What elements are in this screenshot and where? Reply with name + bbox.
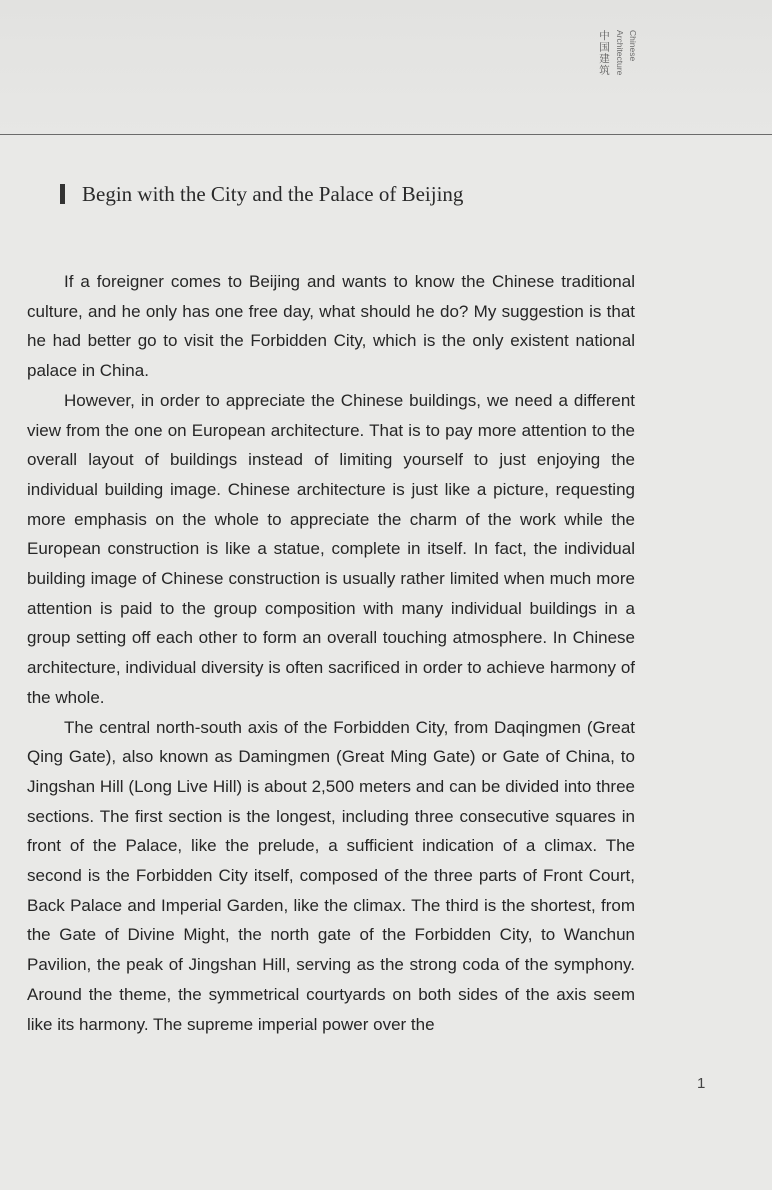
running-head-english-line2: Architecture: [615, 30, 625, 76]
running-head-chinese: 中国建筑: [598, 30, 610, 76]
section-title: Begin with the City and the Palace of Beijing: [82, 181, 464, 206]
section-heading: [60, 178, 463, 210]
paragraph: If a foreigner comes to Beijing and wants to know the Chinese traditional culture, and he only has one free day, what should he do? My suggestion is that he had better go to visit the Forbidden City, which is the only existent national palace in China.: [27, 272, 635, 381]
body-text: [27, 267, 635, 1039]
running-head-english-line1: Chinese: [628, 30, 638, 62]
paragraph: The central north-south axis of the Forbidden City, from Daqingmen (Great Qing Gate), also known as Damingmen (Great Ming Gate) or Gate of China, to Jingshan Hill (Long Live Hill) is about 2,500 meters and can be divided into three sections. The first section is the longest, including three consecutive squares in front of the Palace, like the prelude, a sufficient indication of a climax. The second is the Forbidden City itself, composed of the three parts of Front Court, Back Palace and Imperial Garden, like the climax. The third is the shortest, from the Gate of Divine Might, the north gate of the Forbidden City, to Wanchun Pavilion, the peak of Jingshan Hill, serving as the strong coda of the symphony. Around the theme, the symmetrical courtyards on both sides of the axis seem like its harmony. The supreme imperial power over the: [27, 717, 635, 1034]
page-number: 1: [697, 1075, 706, 1092]
paragraph: However, in order to appreciate the Chinese buildings, we need a different view from the one on European architecture. That is to pay more attention to the overall layout of buildings instead of limiting yourself to just enjoying the individual building image. Chinese architecture is just like a picture, requesting more emphasis on the whole to appreciate the charm of the work while the European construction is like a statue, complete in itself. In fact, the individual building image of Chinese construction is usually rather limited when much more attention is paid to the group composition with many individual buildings in a group setting off each other to form an overall touching atmosphere. In Chinese architecture, individual diversity is often sacrificed in order to achieve harmony of the whole.: [27, 390, 635, 707]
header-rule: [0, 134, 772, 135]
page-header: [0, 0, 772, 135]
heading-bar-marker: [60, 184, 65, 204]
